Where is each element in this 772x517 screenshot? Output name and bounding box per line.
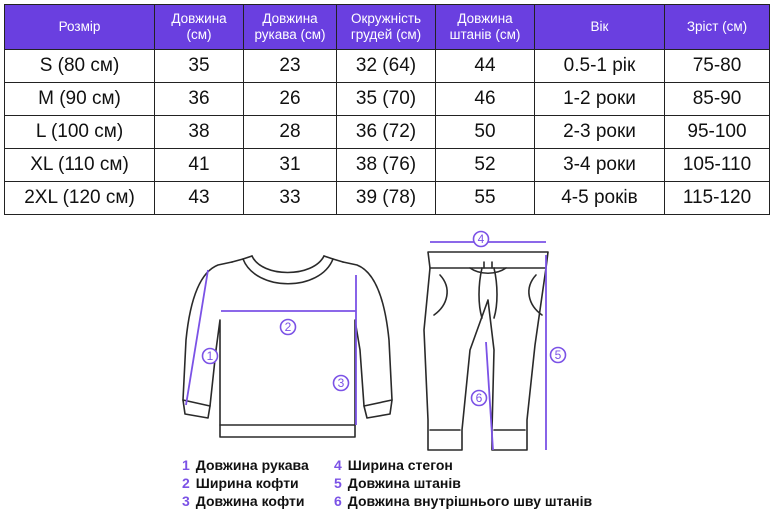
table-cell: 38 (76): [337, 149, 436, 182]
table-cell: 35: [155, 50, 244, 83]
header-chest: Окружність грудей (см): [337, 5, 436, 50]
marker-2: [281, 320, 296, 335]
table-cell: 32 (64): [337, 50, 436, 83]
table-cell: 35 (70): [337, 83, 436, 116]
legend-item: [334, 492, 592, 510]
table-cell: 23: [244, 50, 337, 83]
table-cell: 1-2 роки: [535, 83, 665, 116]
table-cell: 2XL (120 см): [5, 182, 155, 215]
table-cell: 75-80: [665, 50, 770, 83]
marker-3: [334, 376, 349, 391]
table-cell: 38: [155, 116, 244, 149]
header-pants-length: Довжина штанів (см): [436, 5, 535, 50]
table-cell: 4-5 років: [535, 182, 665, 215]
table-cell: 41: [155, 149, 244, 182]
sweatshirt-outline: [183, 256, 392, 437]
legend-item: [182, 474, 309, 492]
legend-left: [182, 456, 309, 510]
header-height: Зріст (см): [665, 5, 770, 50]
legend-number: 2: [182, 475, 190, 491]
table-cell: 36: [155, 83, 244, 116]
table-cell: 0.5-1 рік: [535, 50, 665, 83]
table-cell: L (100 см): [5, 116, 155, 149]
legend-item: [182, 492, 309, 510]
marker-1: [203, 349, 218, 364]
legend-text: Довжина кофти: [195, 493, 305, 509]
marker-5: [551, 348, 566, 363]
table-cell: M (90 см): [5, 83, 155, 116]
table-cell: 39 (78): [337, 182, 436, 215]
table-cell: 43: [155, 182, 244, 215]
svg-text:3: 3: [337, 376, 345, 390]
svg-text:2: 2: [284, 320, 292, 334]
legend-text: Ширина стегон: [347, 457, 453, 473]
header-sleeve-length: Довжина рукава (см): [244, 5, 337, 50]
legend-number: 4: [334, 457, 342, 473]
legend-number: 5: [334, 475, 342, 491]
table-cell: S (80 см): [5, 50, 155, 83]
svg-text:1: 1: [206, 349, 214, 363]
header-size: Розмір: [5, 5, 155, 50]
svg-text:6: 6: [475, 391, 483, 405]
table-cell: 46: [436, 83, 535, 116]
legend-text: Довжина штанів: [347, 475, 461, 491]
table-cell: 115-120: [665, 182, 770, 215]
table-cell: 85-90: [665, 83, 770, 116]
table-cell: 28: [244, 116, 337, 149]
legend-text: Ширина кофти: [195, 475, 299, 491]
legend-text: Довжина внутрішнього шву штанів: [347, 493, 593, 509]
legend-number: 6: [334, 493, 342, 509]
table-cell: 105-110: [665, 149, 770, 182]
legend-item: [334, 474, 592, 492]
legend-right: [334, 456, 592, 510]
header-length: Довжина (см): [155, 5, 244, 50]
table-cell: 44: [436, 50, 535, 83]
table-cell: 2-3 роки: [535, 116, 665, 149]
legend-text: Довжина рукава: [195, 457, 309, 473]
legend-item: [334, 456, 592, 474]
svg-text:4: 4: [477, 232, 485, 246]
table-cell: 55: [436, 182, 535, 215]
legend-item: [182, 456, 309, 474]
marker-6: [472, 391, 487, 406]
table-cell: 26: [244, 83, 337, 116]
table-cell: 33: [244, 182, 337, 215]
header-age: Вік: [535, 5, 665, 50]
table-cell: 95-100: [665, 116, 770, 149]
table-cell: XL (110 см): [5, 149, 155, 182]
table-cell: 50: [436, 116, 535, 149]
svg-text:5: 5: [554, 348, 562, 362]
legend-number: 3: [182, 493, 190, 509]
table-cell: 52: [436, 149, 535, 182]
marker-4: [474, 232, 489, 247]
table-cell: 3-4 роки: [535, 149, 665, 182]
legend-number: 1: [182, 457, 190, 473]
table-cell: 36 (72): [337, 116, 436, 149]
table-cell: 31: [244, 149, 337, 182]
